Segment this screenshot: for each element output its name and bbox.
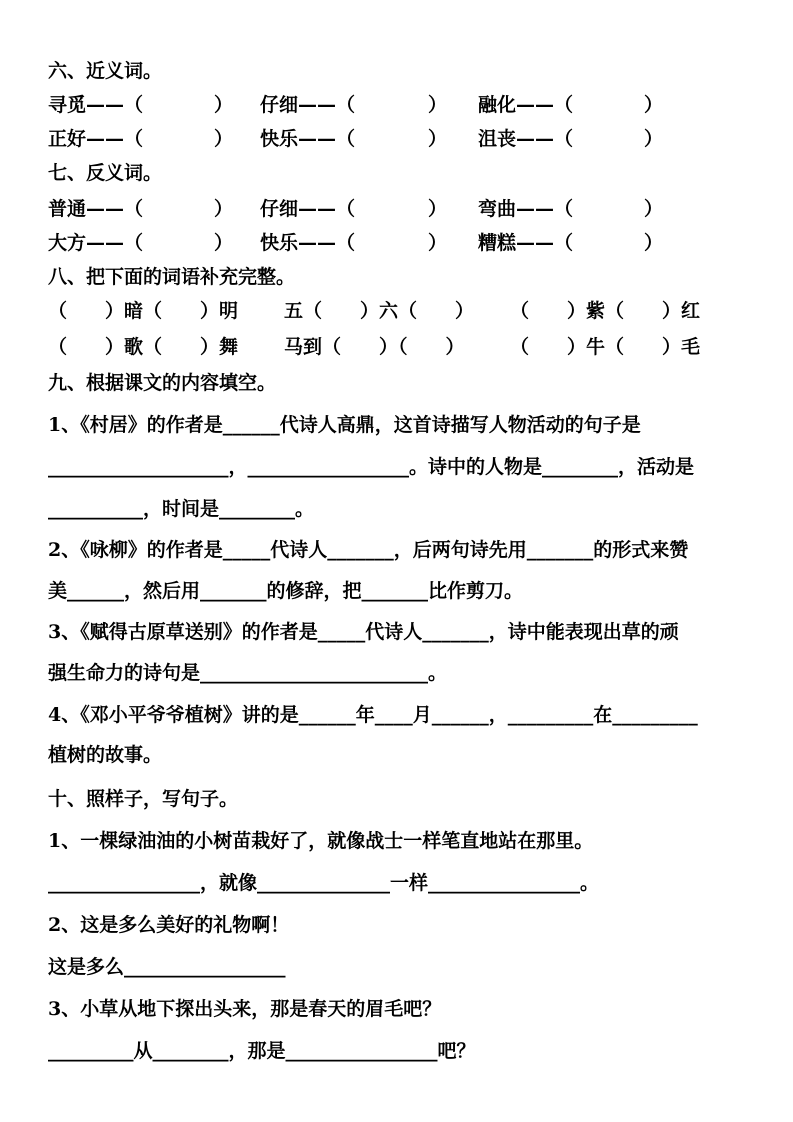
section-8-title: 八、把下面的词语补充完整。 [48, 266, 296, 288]
section-10-title: 十、照样子，写句子。 [48, 788, 239, 810]
synonym-row-2: 正好——（ ） 快乐——（ ） 沮丧——（ ） [48, 128, 664, 150]
q10-2-answer: 这是多么_________________ [48, 956, 286, 978]
antonym-row-1: 普通——（ ） 仔细——（ ） 弯曲——（ ） [48, 198, 664, 220]
q9-2-line-2: 美______，然后用_______的修辞，把_______比作剪刀。 [48, 580, 524, 602]
antonym-item: 快乐——（ [260, 232, 356, 254]
q10-3-example: 3、小草从地下探出头来，那是春天的眉毛吧？ [48, 998, 442, 1020]
synonym-item: 融化——（ [478, 94, 574, 116]
q9-1-line-1: 1、《村居》的作者是______代诗人高鼎，这首诗描写人物活动的句子是 [48, 414, 641, 436]
idiom-item: 马到（ ）（ ） [284, 336, 465, 358]
antonym-row-2: 大方——（ ） 快乐——（ ） 糟糕——（ ） [48, 232, 664, 254]
idiom-item: （ ）牛（ ）毛 [510, 336, 701, 358]
idiom-item: （ ）紫（ ）红 [510, 300, 701, 322]
q9-3-line-1: 3、《赋得古原草送别》的作者是_____代诗人_______，诗中能表现出草的顽 [48, 621, 679, 643]
antonym-item: 弯曲——（ [478, 198, 574, 220]
q10-1-example: 1、一棵绿油油的小树苗栽好了，就像战士一样笔直地站在那里。 [48, 830, 594, 852]
idiom-row-1 [48, 298, 748, 324]
antonym-item: 大方——（ [48, 232, 144, 254]
idiom-item: （ ）歌（ ）舞 [48, 336, 239, 358]
section-9-title: 九、根据课文的内容填空。 [48, 372, 277, 394]
antonym-item: 糟糕——（ [478, 232, 574, 254]
q9-1-line-2: ___________________，_________________。诗中的人物是________，活动是 [48, 456, 695, 478]
section-7-title: 七、反义词。 [48, 162, 163, 184]
idiom-row-2 [48, 334, 748, 360]
q9-3-line-2: 强生命力的诗句是________________________。 [48, 662, 448, 684]
q9-2-line-1: 2、《咏柳》的作者是_____代诗人_______，后两句诗先用_______的形式来赞 [48, 539, 689, 561]
q10-3-answer: _________从________，那是________________吧？ [48, 1040, 476, 1062]
section-6-title: 六、近义词。 [48, 60, 163, 82]
synonym-item: 正好——（ [48, 128, 144, 150]
synonym-item: 寻觅——（ [48, 94, 144, 116]
synonym-item: 仔细——（ [260, 94, 356, 116]
idiom-item: （ ）暗（ ）明 [48, 300, 239, 322]
synonym-item: 沮丧——（ [478, 128, 574, 150]
antonym-item: 普通——（ [48, 198, 144, 220]
synonym-item: 快乐——（ [260, 128, 356, 150]
synonym-row-1: 寻觅——（ ） 仔细——（ ） 融化——（ ） [48, 94, 664, 116]
q10-1-answer: ________________，就像______________一样________________。 [48, 872, 600, 894]
q10-2-example: 2、这是多么美好的礼物啊！ [48, 914, 290, 936]
q9-4-line-1: 4、《邓小平爷爷植树》讲的是______年____月______，_________在_________ [48, 704, 698, 726]
idiom-item: 五（ ）六（ ） [284, 300, 475, 322]
antonym-item: 仔细——（ [260, 198, 356, 220]
q9-4-line-2: 植树的故事。 [48, 744, 163, 766]
q9-1-line-3: __________，时间是________。 [48, 498, 315, 520]
